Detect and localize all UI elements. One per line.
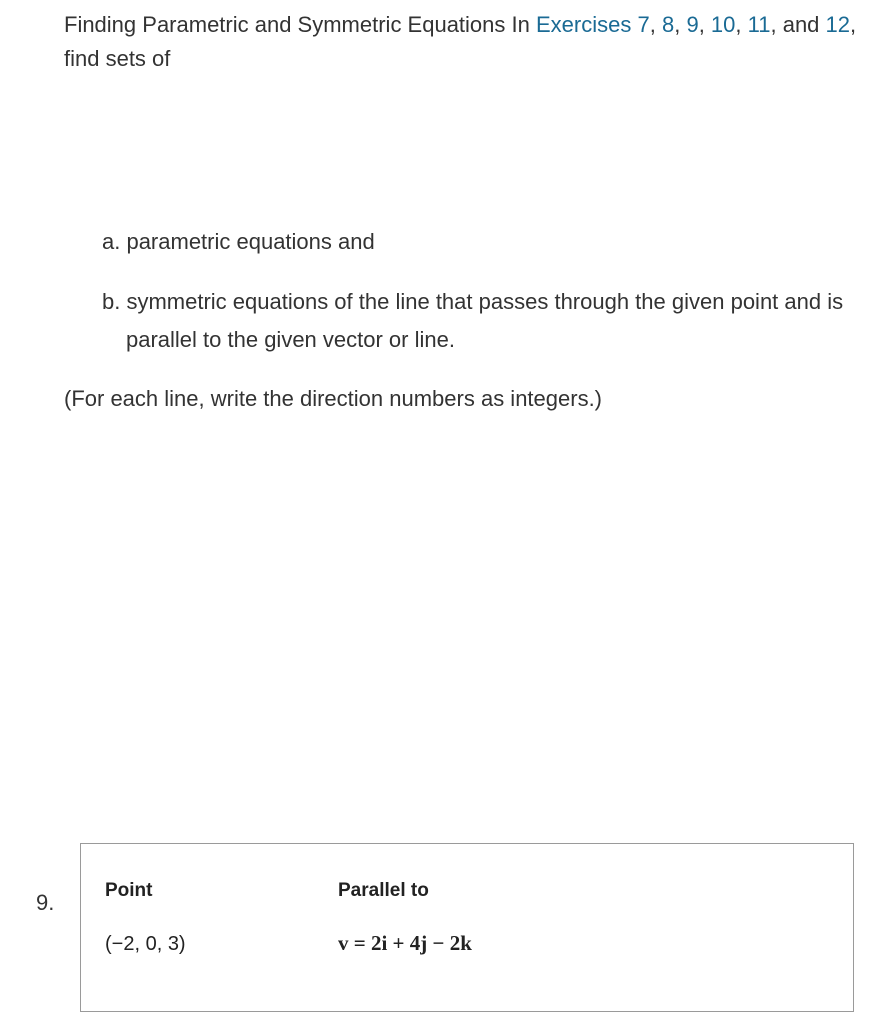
list-item-symmetric: b. symmetric equations of the line that passes through the given point and is parallel to the given vector or line. xyxy=(102,289,844,352)
vector-value: v = 2i + 4j − 2k xyxy=(338,931,472,955)
list-item-parametric: a. parametric equations and xyxy=(102,229,375,254)
exercise-10-link[interactable]: 10 xyxy=(710,12,736,37)
exercise-12-link[interactable]: 12 xyxy=(825,12,851,37)
intro-text: Finding Parametric and Symmetric Equations In xyxy=(64,12,536,37)
instructions-paragraph: Finding Parametric and Symmetric Equations In Exercises 7, 8, 9, 10, 11, and 12, find sets of xyxy=(64,12,857,71)
exercise-9-link[interactable]: 9 xyxy=(686,12,699,37)
exercises-link[interactable]: Exercises xyxy=(535,12,632,37)
exercise-table xyxy=(80,843,854,1012)
exercise-number: 9. xyxy=(36,890,55,915)
exercise-7-link[interactable]: 7 xyxy=(637,12,650,37)
integers-note: (For each line, write the direction numbers as integers.) xyxy=(64,386,603,411)
intro-text-end: , find sets of xyxy=(64,12,857,71)
exercise-8-link[interactable]: 8 xyxy=(661,12,675,37)
parallel-header: Parallel to xyxy=(338,880,429,901)
point-value: (−2, 0, 3) xyxy=(105,933,186,955)
point-header: Point xyxy=(105,880,153,901)
exercise-11-link[interactable]: 11 xyxy=(747,12,771,37)
